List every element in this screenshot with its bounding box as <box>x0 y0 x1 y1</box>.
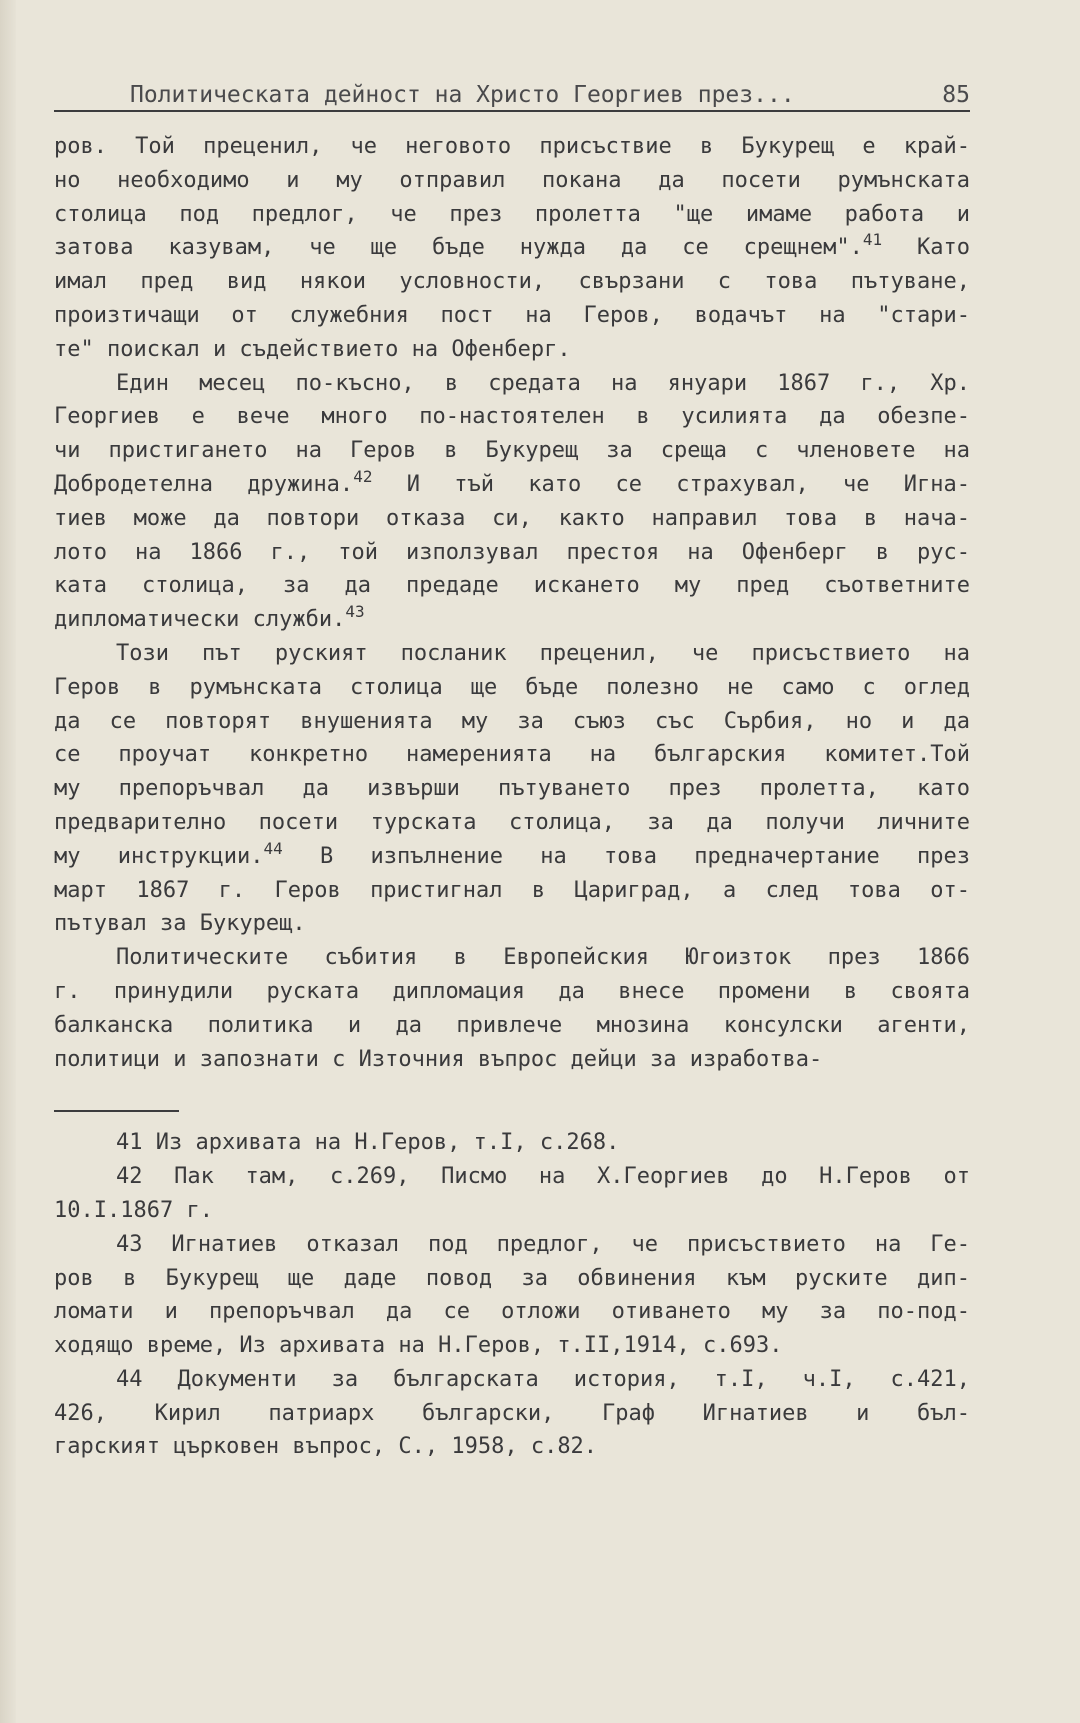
paragraph <box>54 941 970 1076</box>
line-text-continued: Като <box>882 235 970 261</box>
text-line <box>54 806 970 840</box>
running-title: Политическата дейност на Христо Георгиев през... <box>130 82 795 108</box>
footnote <box>54 1228 970 1363</box>
line-text: Политическите събития в Европейския Югоизток през 1866 <box>116 945 970 971</box>
text-line <box>54 637 970 671</box>
text-line <box>54 502 970 536</box>
book-spine-shadow <box>0 0 16 1723</box>
line-text: ката столица, за да предаде искането му пред съответните <box>54 573 970 599</box>
footnote-reference: 43 <box>345 603 365 622</box>
line-text: предварително посети турската столица, за да получи личните <box>54 809 970 835</box>
line-text: ров в Букурещ ще даде повод за обвинения към руските дип- <box>54 1265 970 1291</box>
text-line <box>54 231 970 265</box>
line-text: г. принудили руската дипломация да внесе промени в своята <box>54 978 970 1004</box>
line-text-continued: И тъй като се страхувал, че Игна- <box>372 471 970 497</box>
line-text: гарският църковен въпрос, С., 1958, с.82. <box>54 1434 598 1460</box>
text-line <box>54 772 970 806</box>
text-line <box>54 265 970 299</box>
line-text: имал пред вид някои условности, свързани с това пътуване, <box>54 269 970 295</box>
text-line <box>54 840 970 874</box>
line-text: но необходимо и му отправил покана да посети румънската <box>54 167 970 193</box>
line-text: дипломатически служби. <box>54 607 346 633</box>
line-text: пътувал за Букурещ. <box>54 911 306 937</box>
line-text: Георгиев е вече много по-настоятелен в усилията да обезпе- <box>54 404 970 430</box>
text-line <box>54 333 970 367</box>
text-line <box>54 1430 970 1464</box>
text-line <box>54 299 970 333</box>
text-line <box>54 569 970 603</box>
footnote <box>54 1160 970 1228</box>
line-text: ходящо време, Из архивата на Н.Геров, т.II,1914, с.693. <box>54 1333 783 1359</box>
text-line <box>54 198 970 232</box>
footnote-separator <box>54 1104 970 1126</box>
text-line <box>54 164 970 198</box>
text-line <box>54 941 970 975</box>
paragraph <box>54 130 970 367</box>
line-text: тиев може да повтори отказа си, както направил това в нача- <box>54 505 970 531</box>
body-text <box>54 130 970 1076</box>
text-line <box>54 400 970 434</box>
text-line <box>54 705 970 739</box>
text-line <box>54 1329 970 1363</box>
paragraph <box>54 367 970 637</box>
footnote-reference: 42 <box>353 467 373 486</box>
line-text: ломати и препоръчвал да се отложи отиването му за по-под- <box>54 1299 970 1325</box>
line-text: те" поискал и съдействието на Офенберг. <box>54 336 571 362</box>
line-text: му инструкции. <box>54 843 264 869</box>
text-line <box>54 1043 970 1077</box>
line-text: произтичащи от служебния пост на Геров, водачът на "стари- <box>54 302 970 328</box>
text-line <box>54 603 970 637</box>
text-line <box>54 1194 970 1228</box>
line-text: се проучат конкретно намеренията на българския комитет.Той <box>54 742 970 768</box>
text-line <box>54 1397 970 1431</box>
line-text: 42 Пак там, с.269, Писмо на Х.Георгиев до Н.Геров от <box>116 1164 970 1190</box>
paragraph <box>54 637 970 941</box>
line-text: Геров в румънската столица ще бъде полезно не само с оглед <box>54 674 970 700</box>
footnote-rule <box>54 1110 179 1112</box>
text-line <box>54 1363 970 1397</box>
text-line <box>54 1009 970 1043</box>
line-text: Добродетелна дружина. <box>54 471 354 497</box>
line-text-continued: В изпълнение на това предначертание през <box>282 843 970 869</box>
text-line <box>54 1262 970 1296</box>
text-line <box>54 1160 970 1194</box>
book-page <box>54 80 970 1464</box>
text-line <box>54 1126 970 1160</box>
line-text: столица под предлог, че през пролетта "ще имаме работа и <box>54 201 970 227</box>
line-text: политици и запознати с Източния въпрос дейци за изработва- <box>54 1046 823 1072</box>
line-text: лото на 1866 г., той използувал престоя на Офенберг в рус- <box>54 539 970 565</box>
text-line <box>54 367 970 401</box>
text-line <box>54 130 970 164</box>
footnote-reference: 41 <box>862 231 883 250</box>
running-header <box>54 80 970 112</box>
text-line <box>54 671 970 705</box>
line-text: март 1867 г. Геров пристигнал в Цариград, а след това от- <box>54 877 970 903</box>
line-text: Този път руският посланик преценил, че присъствието на <box>116 640 970 666</box>
text-line <box>54 907 970 941</box>
text-line <box>54 1295 970 1329</box>
footnote-reference: 44 <box>263 839 283 858</box>
text-line <box>54 536 970 570</box>
text-line <box>54 468 970 502</box>
line-text: чи пристигането на Геров в Букурещ за среща с членовете на <box>54 438 970 464</box>
footnotes <box>54 1126 970 1464</box>
text-line <box>54 1228 970 1262</box>
line-text: да се повторят внушенията му за съюз със Сърбия, но и да <box>54 708 970 734</box>
footnote <box>54 1126 970 1160</box>
text-line <box>54 434 970 468</box>
line-text: 44 Документи за българската история, т.I, ч.I, с.421, <box>116 1366 970 1392</box>
line-text: 43 Игнатиев отказал под предлог, че присъствието на Ге- <box>116 1231 970 1257</box>
footnote <box>54 1363 970 1464</box>
line-text: Един месец по-късно, в средата на януари 1867 г., Хр. <box>116 370 970 396</box>
line-text: затова казувам, че ще бъде нужда да се срещнем". <box>54 235 863 261</box>
line-text: 10.I.1867 г. <box>54 1197 213 1223</box>
line-text: ров. Той преценил, че неговото присъствие в Букурещ е край- <box>54 134 970 159</box>
line-text: 426, Кирил патриарх български, Граф Игнатиев и бъл- <box>54 1400 970 1426</box>
page-number: 85 <box>942 82 970 108</box>
line-text: му препоръчвал да извърши пътуването през пролетта, като <box>54 776 970 802</box>
text-line <box>54 874 970 908</box>
text-line <box>54 738 970 772</box>
line-text: балканска политика и да привлече мнозина консулски агенти, <box>54 1012 970 1038</box>
line-text: 41 Из архивата на Н.Геров, т.I, с.268. <box>116 1130 620 1156</box>
text-line <box>54 975 970 1009</box>
